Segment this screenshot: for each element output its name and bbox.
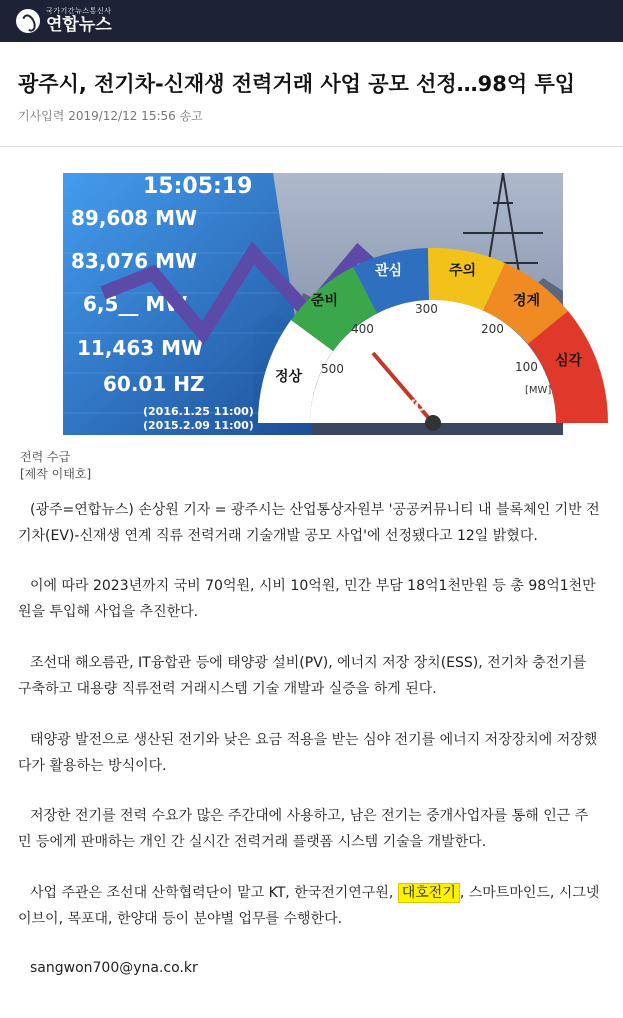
readout-3: 6,5__ MW [83,292,188,316]
yonhap-logo[interactable] [16,6,112,36]
caption-credit: [제작 이태호] [20,467,92,481]
logo-name: 연합뉴스 [46,15,112,35]
article-photo [63,173,583,435]
readout-date-1: (2016.1.25 11:00) [143,405,254,418]
gauge-label-alert: 경계 [513,293,541,309]
top-bar [0,0,623,42]
gauge-label-caution: 주의 [449,263,477,279]
header-divider [0,146,623,147]
publish-label: 기사입력 [18,109,65,123]
readout-5: 60.01 HZ [103,372,205,396]
gauge-num-300: 300 [415,302,438,316]
publish-suffix: 송고 [179,109,203,123]
body-paragraph-5: 저장한 전기를 전력 수요가 많은 주간대에 사용하고, 남은 전기는 중개사업자를 통해 인근 주민 등에게 판매하는 개인 간 실시간 전력거래 플랫폼 시스템 기술을 개발한다. [18,808,589,850]
gauge-num-200: 200 [481,322,504,336]
logo-subtitle: 국가기간뉴스통신사 [46,7,112,15]
readout-4: 11,463 MW [77,336,204,360]
gauge-num-500: 500 [321,362,344,376]
photo-caption [20,449,91,483]
gauge-label-normal: 정상 [275,369,303,385]
article-title: 광주시, 전기차-신재생 전력거래 사업 공모 선정…98억 투입 [18,72,576,96]
caption-title: 전력 수급 [20,450,71,464]
photo-watermark: YONHAP NEWS [403,396,538,415]
readout-date-2: (2015.2.09 11:00) [143,419,254,432]
readout-time: 15:05:19 [143,174,253,199]
publish-datetime: 2019/12/12 15:56 [68,109,176,123]
highlighted-company: 대호전기 [398,883,460,903]
body-paragraph-1: (광주=연합뉴스) 손상원 기자 = 광주시는 산업통상자원부 '공공커뮤니티 내 블록체인 기반 전기차(EV)-신재생 연계 직류 전력거래 기술개발 공모 사업'에 선정됐다고 12일 밝혔다. [18,502,600,544]
body-paragraph-3: 조선대 해오름관, IT융합관 등에 태양광 설비(PV), 에너지 저장 장치(ESS), 전기차 충전기를 구축하고 대용량 직류전력 거래시스템 기술 개발과 실증을 하게 된다. [18,655,587,697]
body-paragraph-6 [18,880,600,932]
yonhap-logo-icon [16,9,40,33]
publish-info [18,107,203,124]
readout-2: 83,076 MW [71,249,198,273]
gauge-label-severe: 심각 [555,353,583,369]
paragraph-6-end: , 스마트마인드, 시그넷이브이, 목포대, 한양대 등이 분야별 업무를 수행한다. [18,885,600,927]
gauge-label-interest: 관심 [375,263,403,279]
gauge-num-100: 100 [515,360,538,374]
gauge-num-400: 400 [351,322,374,336]
body-paragraph-4: 태양광 발전으로 생산된 전기와 낮은 요금 적용을 받는 심야 전기를 에너지 저장장치에 저장했다가 활용하는 방식이다. [18,732,598,774]
reporter-email[interactable]: sangwon700@yna.co.kr [30,960,198,976]
body-paragraph-2: 이에 따라 2023년까지 국비 70억원, 시비 10억원, 민간 부담 18억1천만원 등 총 98억1천만원을 투입해 사업을 추진한다. [18,578,596,620]
gauge-label-ready: 준비 [311,293,339,309]
paragraph-6-start: 사업 주관은 조선대 산학협력단이 맡고 KT, 한국전기연구원, [30,885,398,901]
readout-1: 89,608 MW [71,206,198,230]
gauge-unit: [MW] [525,385,552,396]
